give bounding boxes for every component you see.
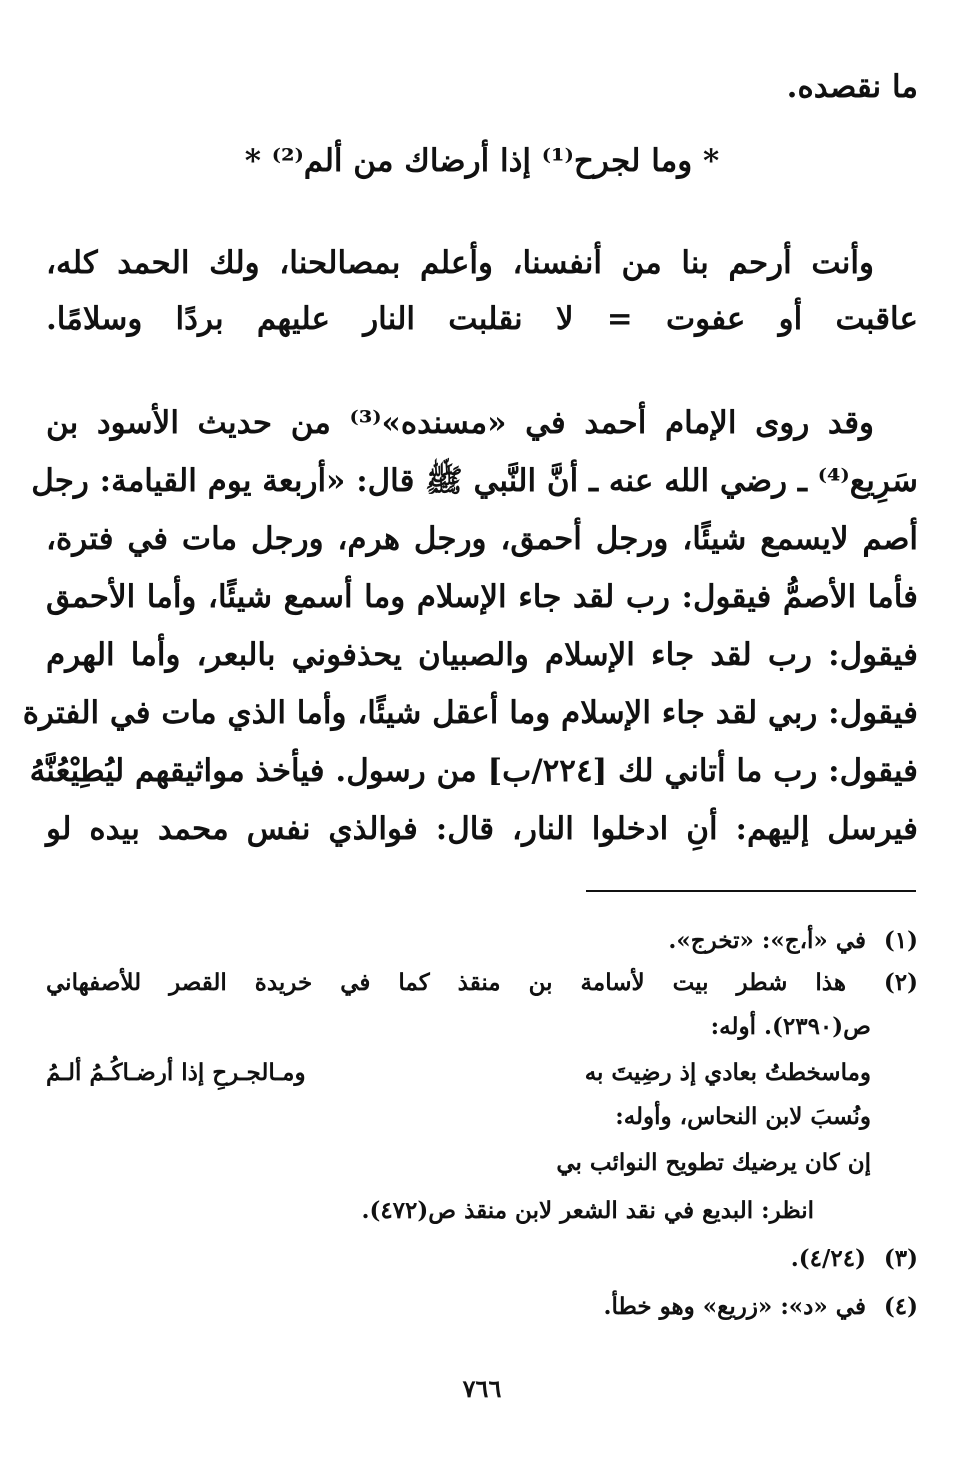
footnote-1 [46,922,918,960]
footnote-4-number: (٤) [883,1293,918,1320]
footnote-2-text: هذا شطر بيت لأسامة بن منقذ كما في خريدة القصر للأصفهاني [46,969,846,996]
para2-line-4: فأما الأصمُّ فيقول: رب لقد جاء الإسلام وما أسمع شيئًا، وأما الأحمق [46,579,918,615]
footnote-4-text: في «د»: «زريع» وهو خطأ. [603,1293,866,1320]
para2-line-1: وقد روى الإمام أحمد في «مسنده»⁽³⁾ من حديث الأسود بن [46,405,874,441]
footnote-2-line-4: إن كان يرضيك تطويح النوائب بي [556,1149,871,1176]
footnote-3-number: (٣) [883,1245,918,1272]
para2-line-6: فيقول: ربي لقد جاء الإسلام وما أعقل شيئًا، وأما الذي مات في الفترة [22,695,918,731]
poem-hemistich-2: ومـالجـرحِ إذا أرضـاكُـمُ ألـمُ [46,1059,306,1086]
poem-line [46,1054,871,1092]
footnote-1-text: في «أ،ج»: «تخرج». [668,927,866,954]
para2-line-3: أصم لايسمع شيئًا، ورجل أحمق، ورجل هرم، ورجل مات في فترة، [46,521,918,557]
para1-line-1: وأنت أرحم بنا من أنفسنا، وأعلم بمصالحنا، ولك الحمد كله، [46,245,874,281]
footnote-2-continuation: ص(٢٣٩٠). أوله: [710,1013,871,1040]
footnote-separator [586,890,916,892]
footnote-1-number: (١) [883,927,918,954]
para1-line-2: عاقبت أو عفوت = لا نقلبت النار عليهم بردًا وسلامًا. [46,301,918,337]
footnote-2-line-5: انظر: البديع في نقد الشعر لابن منقذ ص(٤٧٢). [361,1197,814,1224]
footnote-2-number: (٢) [883,969,918,996]
footnote-4 [46,1288,918,1326]
para2-line-7: فيقول: رب ما أتاني لك [٢٢٤/ب] من رسول. فيأخذ مواثيقهم ليُطِيْعُنَّهُ [29,753,918,789]
text-line-top: ما نقصده. [786,69,918,105]
para2-line-2: سَرِيع⁽⁴⁾ ـ رضي الله عنه ـ أنَّ النَّبي ﷺ قال: «أربعة يوم القيامة: رجل [31,463,918,499]
footnote-3 [46,1240,918,1278]
verse-line: * وما لجرح⁽¹⁾ إذا أرضاك من ألم⁽²⁾ * [244,143,720,179]
para2-line-5: فيقول: رب لقد جاء الإسلام والصبيان يحذفوني بالبعر، وأما الهرم [46,637,919,673]
poem-hemistich-1: وماسخطتُ بعادي إذ رضِيتَ به [584,1059,871,1086]
footnote-2-line-3: ونُسبَ لابن النحاس، وأوله: [615,1103,871,1130]
para2-line-8: فيرسل إليهم: أنِ ادخلوا النار، قال: فوالذي نفس محمد بيده لو [46,811,918,847]
page-number: ٧٦٦ [462,1374,502,1403]
footnote-2 [46,964,918,1002]
footnote-3-text: (٤/٢٤). [790,1245,866,1272]
